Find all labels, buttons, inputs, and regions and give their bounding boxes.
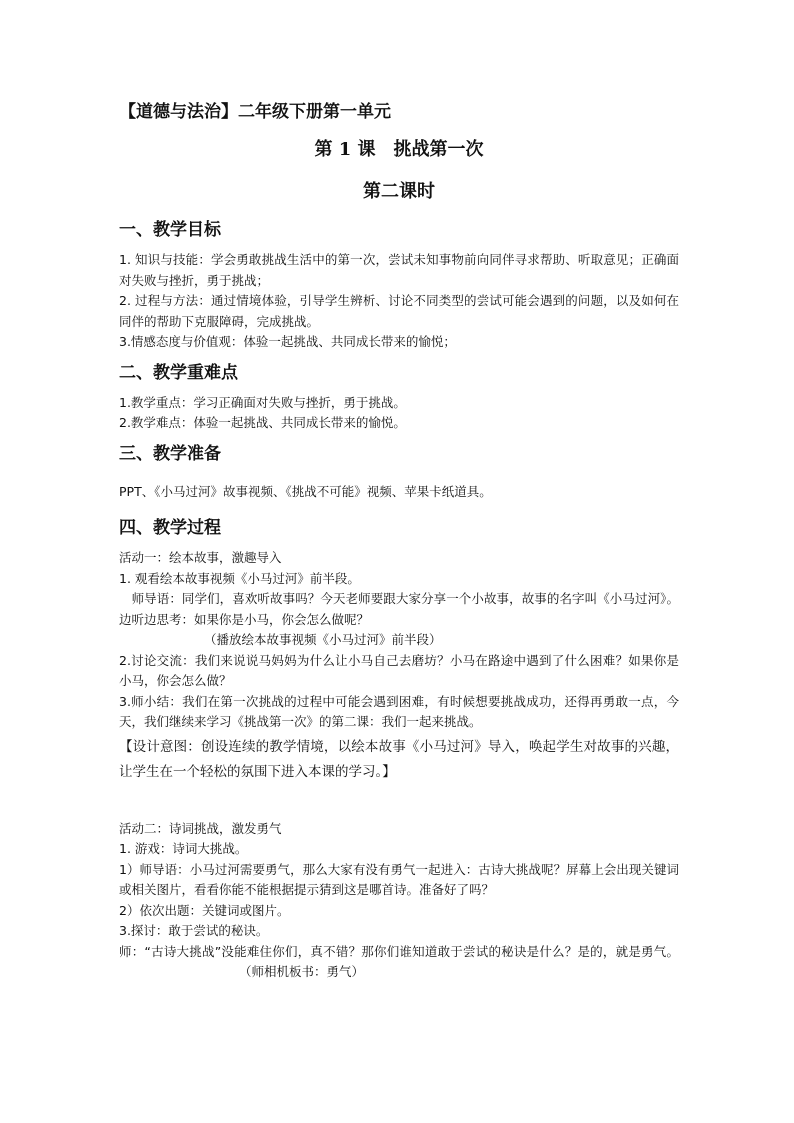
objective-item: 2. 过程与方法：通过情境体验，引导学生辨析、讨论不同类型的尝试可能会遇到的问题，以及如何在同伴的帮助下克服障碍，完成挑战。 bbox=[119, 293, 679, 329]
play-note: （播放绘本故事视频《小马过河》前半段） bbox=[204, 632, 442, 647]
activity-title: 活动一：绘本故事，激趣导入 bbox=[119, 550, 282, 565]
activity-title: 活动二：诗词挑战，激发勇气 bbox=[119, 820, 282, 836]
design-intent-note: 【设计意图：创设连续的教学情境，以绘本故事《小马过河》导入，唤起学生对故事的兴趣，让学生在一个轻松的氛围下进入本课的学习。】 bbox=[119, 738, 679, 780]
board-note: （师相机板书：勇气） bbox=[239, 964, 365, 979]
preparation-text: PPT、《小马过河》故事视频、《挑战不可能》视频、苹果卡纸道具。 bbox=[119, 483, 492, 499]
activity-step: 1. 观看绘本故事视频《小马过河》前半段。 bbox=[119, 570, 360, 586]
activity-step: 3.师小结：我们在第一次挑战的过程中可能会遇到困难，有时候想要挑战成功，还得再勇敢一点，今天，我们继续来学习《挑战第一次》的第二课：我们一起来挑战。 bbox=[119, 693, 679, 729]
activity-substep: 2）依次出题：关键词或图片。 bbox=[119, 902, 290, 918]
unit-header: 【道德与法治】二年级下册第一单元 bbox=[119, 102, 391, 122]
session-title: 第二课时 bbox=[363, 181, 435, 202]
section-heading-key-points: 二、教学重难点 bbox=[119, 362, 238, 383]
objective-item: 3.情感态度与价值观：体验一起挑战、共同成长带来的愉悦； bbox=[119, 334, 456, 349]
section-heading-objectives: 一、教学目标 bbox=[119, 220, 221, 240]
teacher-line-text: 师：“古诗大挑战”没能难住你们，真不错？那你们谁知道敢于尝试的秘诀是什么？是的，就是勇气。 bbox=[119, 943, 679, 959]
section-heading-process: 四、教学过程 bbox=[119, 518, 221, 538]
teacher-line bbox=[119, 942, 679, 983]
key-point-item: 2.教学难点：体验一起挑战、共同成长带来的愉悦。 bbox=[119, 415, 406, 430]
objective-item: 1. 知识与技能：学会勇敢挑战生活中的第一次，尝试未知事物前向同伴寻求帮助、听取意见；正确面对失败与挫折，勇于挑战； bbox=[119, 252, 679, 288]
activity-step: 2.讨论交流：我们来说说马妈妈为什么让小马自己去磨坊？小马在路途中遇到了什么困难？如果你是小马，你会怎么做？ bbox=[119, 652, 679, 688]
key-point-item: 1.教学重点：学习正确面对失败与挫折，勇于挑战。 bbox=[119, 394, 406, 410]
section-heading-preparation: 三、教学准备 bbox=[119, 443, 221, 464]
document-page bbox=[119, 100, 679, 983]
activity-substep: 1）师导语：小马过河需要勇气，那么大家有没有勇气一起进入：古诗大挑战呢？屏幕上会出现关键词或相关图片，看看你能不能根据提示猜到这是哪首诗。准备好了吗？ bbox=[119, 861, 679, 897]
teacher-intro: 师导语：同学们，喜欢听故事吗？今天老师要跟大家分享一个小故事，故事的名字叫《小马过河》。边听边思考：如果你是小马，你会怎么做呢？ bbox=[119, 591, 679, 627]
lesson-title: 第 1 课 挑战第一次 bbox=[314, 139, 484, 160]
activity-step: 3.探讨：敢于尝试的秘诀。 bbox=[119, 923, 269, 938]
activity-step: 1. 游戏：诗词大挑战。 bbox=[119, 841, 248, 856]
